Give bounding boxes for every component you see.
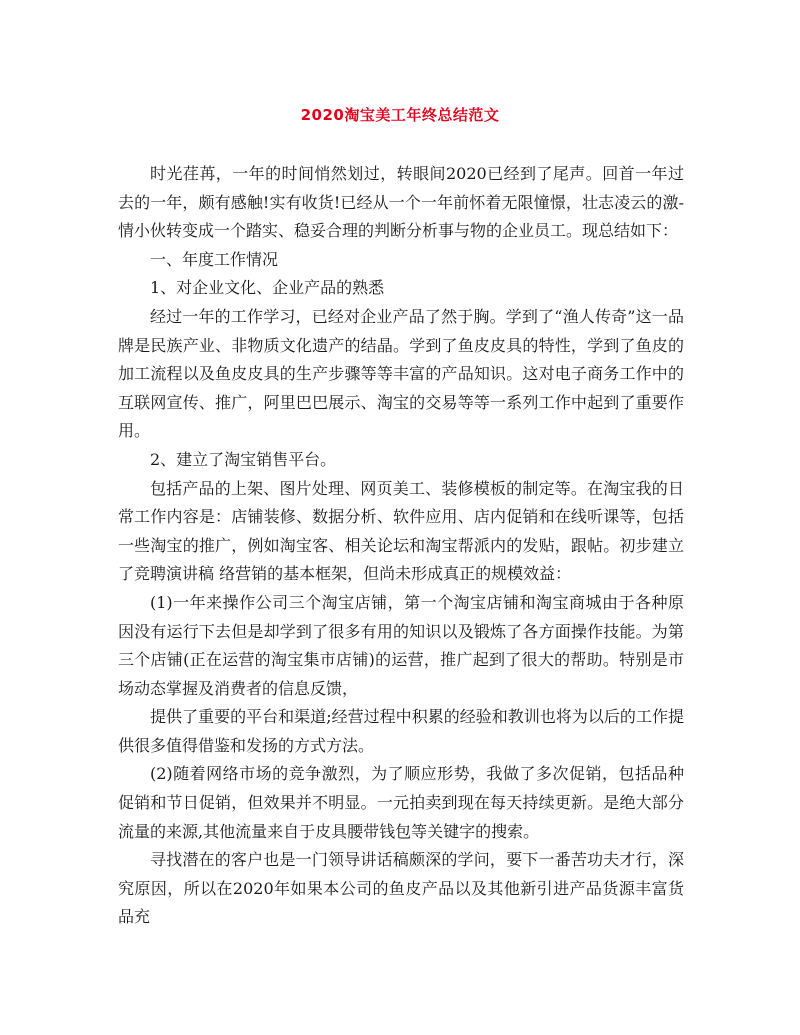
paragraph-daily-work: 包括产品的上架、图片处理、网页美工、装修模板的制定等。在淘宝我的日常工作内容是：店铺装修、数据分析、软件应用、店内促销和在线听课等，包括一些淘宝的推广，例如淘宝客、相关论坛和淘宝帮派内的发贴，跟帖。初步建立了竞聘演讲稿 络营销的基本框架，但尚未形成真正的规模效益：: [118, 478, 684, 584]
section-heading-annual-work: 一、年度工作情况: [150, 249, 279, 269]
document-body: [118, 160, 684, 932]
document-title: 2020淘宝美工年终总结范文: [300, 106, 500, 124]
paragraph-intro: 时光荏苒，一年的时间悄然划过，转眼间2020已经到了尾声。回首一年过去的一年，颇有感触!实有收货!已经从一个一年前怀着无限憧憬，壮志凌云的激-情小伙转变成一个踏实、稳妥合理的判断分析事与物的企业员工。现总结如下：: [118, 164, 684, 241]
subheading-corporate-culture: 1、对企业文化、企业产品的熟悉: [150, 278, 385, 298]
paragraph-potential-customers: 寻找潜在的客户也是一门领导讲话稿颇深的学问，要下一番苦功夫才行，深究原因，所以在2020年如果本公司的鱼皮产品以及其他新引进产品货源丰富货品充: [118, 850, 684, 927]
paragraph-platform-experience: 提供了重要的平台和渠道;经营过程中积累的经验和教训也将为以后的工作提供很多值得借鉴和发扬的方式方法。: [118, 707, 684, 755]
paragraph-item-2: (2)随着网络市场的竞争激烈，为了顺应形势，我做了多次促销，包括品种促销和节日促销，但效果并不明显。一元拍卖到现在每天持续更新。是绝大部分流量的来源,其他流量来自于皮具腰带钱包等关键字的搜索。: [118, 764, 684, 841]
paragraph-product-knowledge: 经过一年的工作学习，已经对企业产品了然于胸。学到了“渔人传奇”这一品牌是民族产业、非物质文化遗产的结晶。学到了鱼皮皮具的特性，学到了鱼皮的加工流程以及鱼皮皮具的生产步骤等等丰富的产品知识。这对电子商务工作中的互联网宣传、推广，阿里巴巴展示、淘宝的交易等等一系列工作中起到了重要作用。: [118, 306, 684, 441]
subheading-taobao-platform: 2、建立了淘宝销售平台。: [150, 449, 337, 469]
paragraph-item-1: (1)一年来操作公司三个淘宝店铺，第一个淘宝店铺和淘宝商城由于各种原因没有运行下去但是却学到了很多有用的知识以及锻炼了各方面操作技能。为第三个店铺(正在运营的淘宝集市店铺)的运营，推广起到了很大的帮助。特别是市场动态掌握及消费者的信息反馈，: [118, 592, 684, 698]
